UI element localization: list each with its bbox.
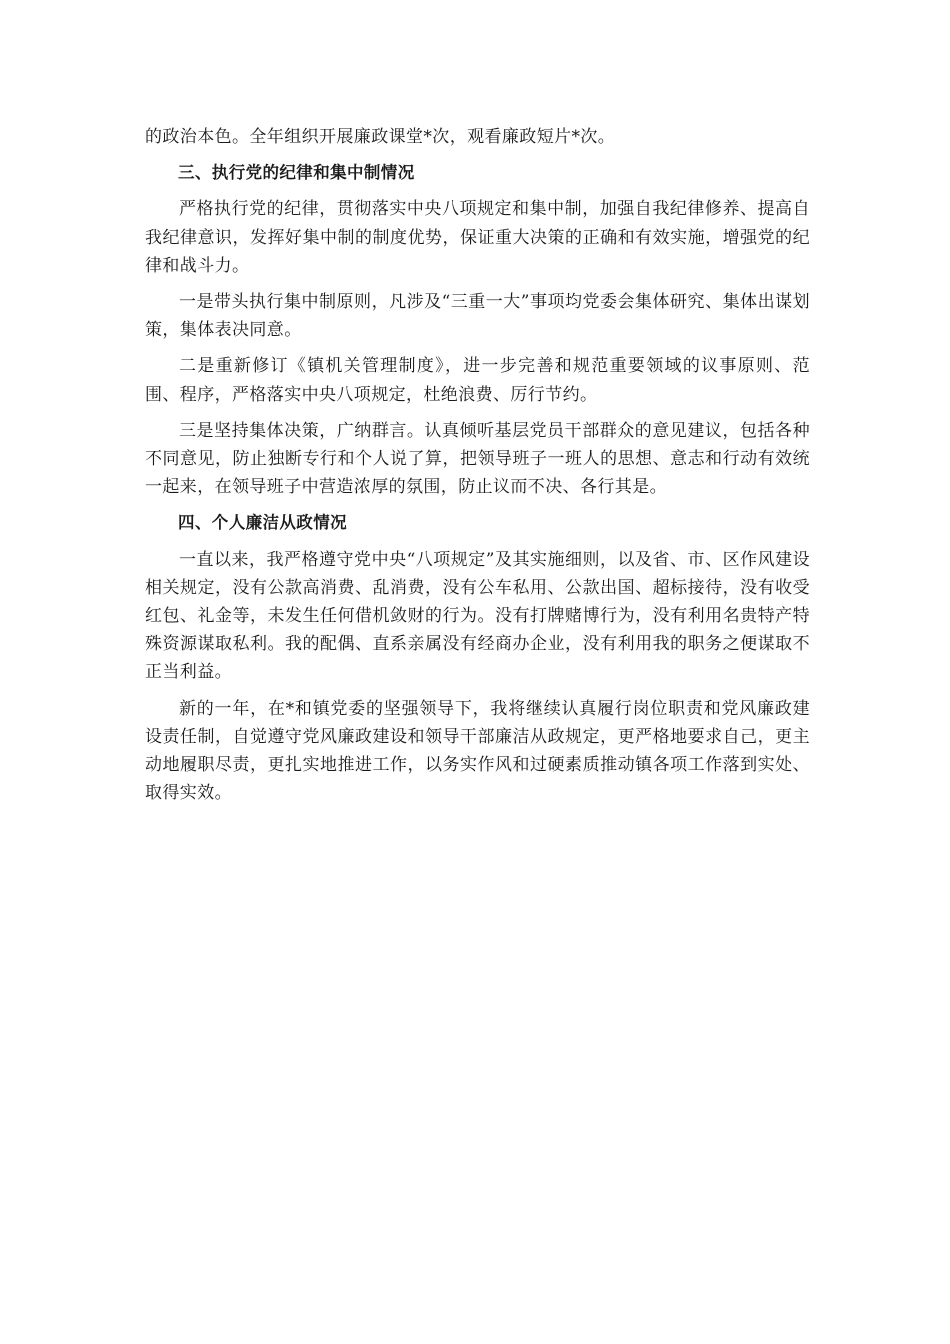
paragraph: 一直以来，我严格遵守党中央“八项规定”及其实施细则，以及省、市、区作风建设相关规定，没有公款高消费、乱消费，没有公车私用、公款出国、超标接待，没有收受红包、礼金等，未发生任何借机敛财的行为。没有打牌赌博行为，没有利用名贵特产特殊资源谋取私利。我的配偶、直系亲属没有经商办企业，没有利用我的职务之便谋取不正当利益。 [145,549,810,683]
paragraph: 一是带头执行集中制原则，凡涉及“三重一大”事项均党委会集体研究、集体出谋划策，集体表决同意。 [145,292,810,341]
document-body [145,123,810,815]
paragraph: 新的一年，在*和镇党委的坚强领导下，我将继续认真履行岗位职责和党风廉政建设责任制，自觉遵守党风廉政建设和领导干部廉洁从政规定，更严格地要求自己，更主动地履职尽责，更扎实地推进工作，以务实作风和过硬素质推动镇各项工作落到实处、取得实效。 [145,698,810,804]
paragraph: 三是坚持集体决策，广纳群言。认真倾听基层党员干部群众的意见建议，包括各种不同意见，防止独断专行和个人说了算，把领导班子一班人的思想、意志和行动有效统一起来，在领导班子中营造浓厚的氛围，防止议而不决、各行其是。 [145,420,810,498]
section-heading-3: 三、执行党的纪律和集中制情况 [178,163,415,183]
paragraph-continued: 的政治本色。全年组织开展廉政课堂*次，观看廉政短片*次。 [145,127,616,147]
section-heading-4: 四、个人廉洁从政情况 [178,513,347,533]
paragraph: 严格执行党的纪律，贯彻落实中央八项规定和集中制，加强自我纪律修养、提高自我纪律意识，发挥好集中制的制度优势，保证重大决策的正确和有效实施，增强党的纪律和战斗力。 [145,199,810,276]
paragraph: 二是重新修订《镇机关管理制度》，进一步完善和规范重要领域的议事原则、范围、程序，严格落实中央八项规定，杜绝浪费、厉行节约。 [145,356,810,405]
